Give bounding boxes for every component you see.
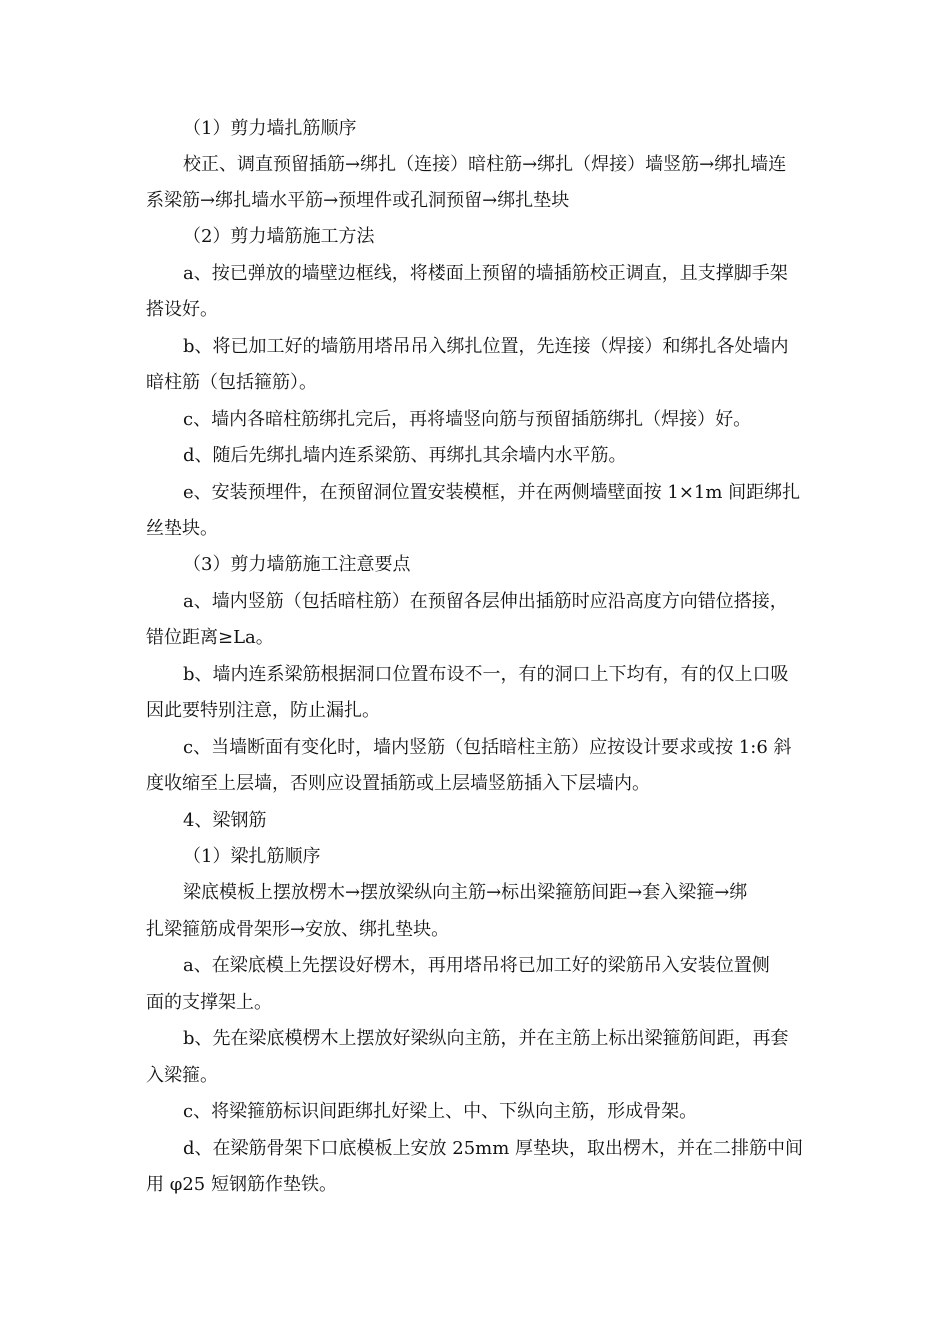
paragraph-line: b、墙内连系梁筋根据洞口位置布设不一，有的洞口上下均有，有的仅上口吸 [183, 664, 789, 685]
paragraph-line: 入梁箍。 [146, 1065, 218, 1086]
paragraph-line: 面的支撑架上。 [146, 992, 272, 1013]
paragraph-line: a、墙内竖筋（包括暗柱筋）在预留各层伸出插筋时应沿高度方向错位搭接， [183, 591, 788, 612]
heading-shear-wall-construction-method: （2）剪力墙筋施工方法 [183, 226, 375, 247]
paragraph-line: a、在梁底模上先摆设好楞木，再用塔吊将已加工好的梁筋吊入安装位置侧 [183, 955, 770, 976]
paragraph-line: c、墙内各暗柱筋绑扎完后，再将墙竖向筋与预留插筋绑扎（焊接）好。 [183, 409, 752, 430]
paragraph-line: c、将梁箍筋标识间距绑扎好梁上、中、下纵向主筋，形成骨架。 [183, 1101, 698, 1122]
paragraph-line: e、安装预埋件，在预留洞位置安装模框，并在两侧墙壁面按 1×1m 间距绑扎 [183, 482, 801, 503]
paragraph-line: 暗柱筋（包括箍筋）。 [146, 372, 317, 393]
paragraph-line: 用 φ25 短钢筋作垫铁。 [146, 1174, 337, 1195]
paragraph-line: 扎梁箍筋成骨架形→安放、绑扎垫块。 [146, 919, 450, 940]
paragraph-line: b、将已加工好的墙筋用塔吊吊入绑扎位置，先连接（焊接）和绑扎各处墙内 [183, 336, 789, 357]
section-heading-beam-rebar: 4、梁钢筋 [183, 810, 267, 831]
paragraph-line: 因此要特别注意，防止漏扎。 [146, 700, 380, 721]
paragraph-line: 错位距离≥La。 [146, 627, 274, 648]
paragraph-line: b、先在梁底模楞木上摆放好梁纵向主筋，并在主筋上标出梁箍筋间距，再套 [183, 1028, 789, 1049]
paragraph-line: 梁底模板上摆放楞木→摆放梁纵向主筋→标出梁箍筋间距→套入梁箍→绑 [183, 882, 748, 903]
paragraph-line: 丝垫块。 [146, 518, 218, 539]
heading-beam-tying-sequence: （1）梁扎筋顺序 [183, 846, 321, 867]
heading-shear-wall-key-points: （3）剪力墙筋施工注意要点 [183, 554, 411, 575]
paragraph-line: d、在梁筋骨架下口底模板上安放 25mm 厚垫块，取出楞木，并在二排筋中间 [183, 1138, 804, 1159]
paragraph-line: d、随后先绑扎墙内连系梁筋、再绑扎其余墙内水平筋。 [183, 445, 627, 466]
paragraph-line: a、按已弹放的墙壁边框线，将楼面上预留的墙插筋校正调直，且支撑脚手架 [183, 263, 788, 284]
paragraph-line: 校正、调直预留插筋→绑扎（连接）暗柱筋→绑扎（焊接）墙竖筋→绑扎墙连 [183, 154, 787, 175]
paragraph-line: 搭设好。 [146, 299, 218, 320]
paragraph-line: 系梁筋→绑扎墙水平筋→预埋件或孔洞预留→绑扎垫块 [146, 190, 570, 211]
heading-shear-wall-tying-sequence: （1）剪力墙扎筋顺序 [183, 118, 357, 139]
paragraph-line: c、当墙断面有变化时，墙内竖筋（包括暗柱主筋）应按设计要求或按 1:6 斜 [183, 737, 792, 758]
paragraph-line: 度收缩至上层墙，否则应设置插筋或上层墙竖筋插入下层墙内。 [146, 773, 650, 794]
